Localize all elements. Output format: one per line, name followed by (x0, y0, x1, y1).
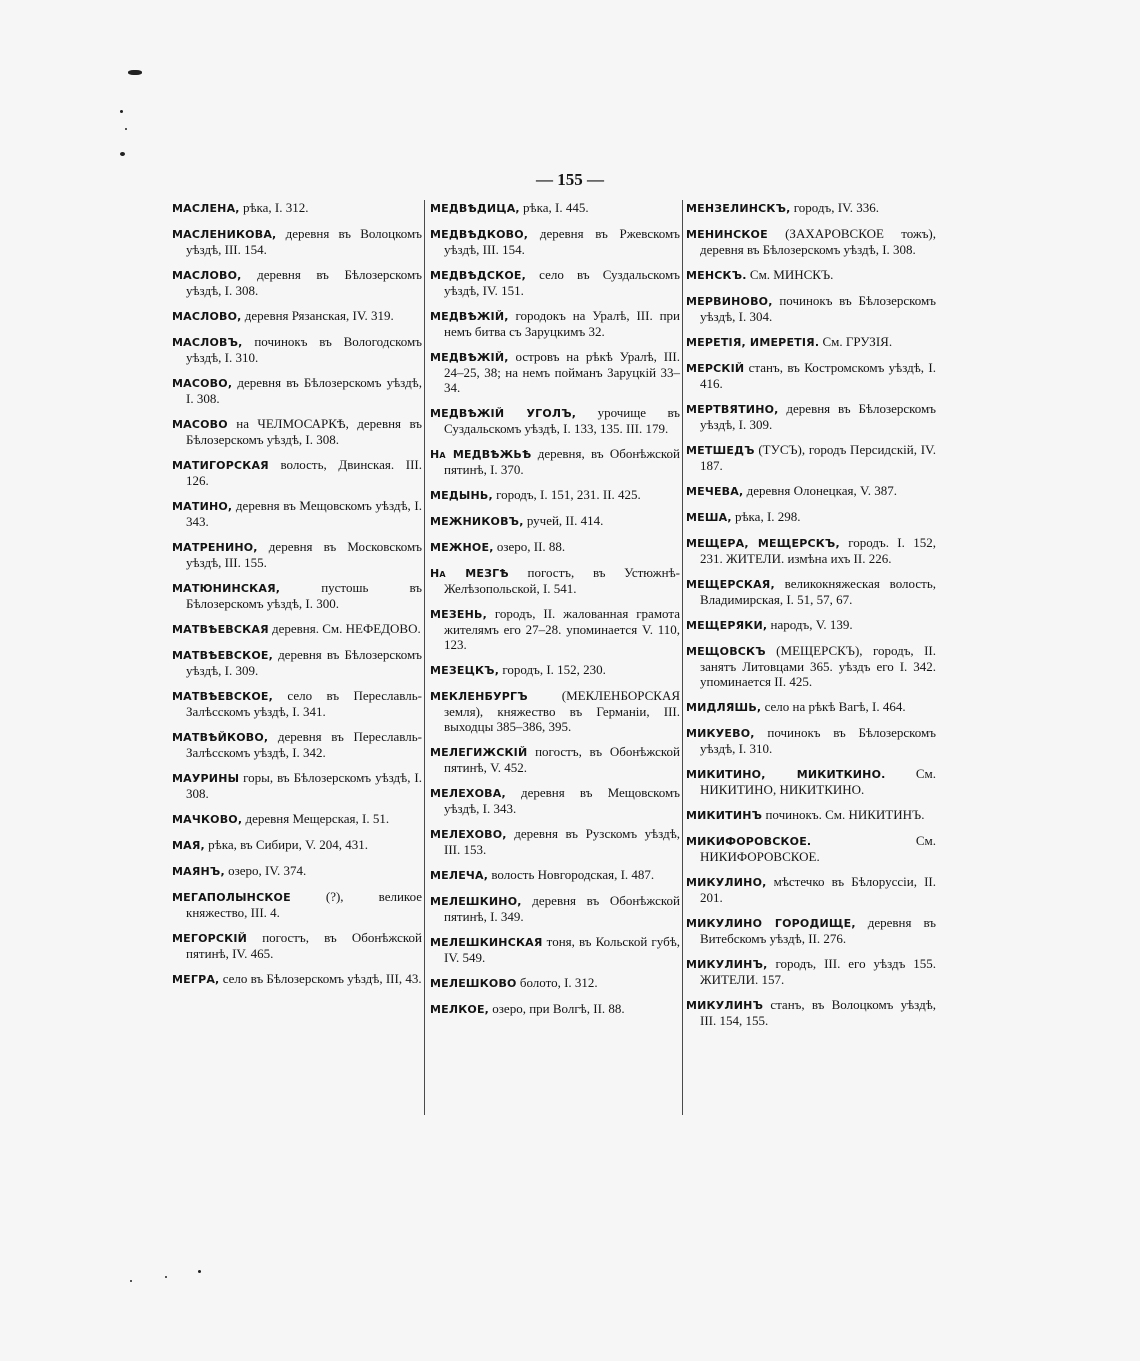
index-entry (686, 360, 936, 391)
entry-headword: МЕГАПОЛЫНСКОЕ (172, 891, 291, 904)
entry-text: деревня въ Ржевскомъ уѣздѣ, III. 154. (444, 226, 680, 257)
entry-text: городокъ на Уралѣ, III. при немъ битва съ Заруцкимъ 32. (444, 308, 680, 339)
entry-headword: МЕКЛЕНБУРГЪ (430, 690, 528, 703)
entry-text: починокъ въ Бѣлозерскомъ уѣздѣ, I. 304. (700, 293, 936, 324)
entry-headword: МЕДЫНЬ, (430, 489, 493, 502)
entry-text: См. МИНСКЪ. (746, 267, 834, 282)
entry-headword: МАЯ, (172, 839, 205, 852)
index-entry (686, 535, 936, 566)
entry-headword: МЕРСКІЙ (686, 362, 745, 375)
entry-text: село на рѣкѣ Вагѣ, I. 464. (761, 699, 906, 714)
index-entry (172, 770, 422, 801)
entry-text: деревня въ Волоцкомъ уѣздѣ, III. 154. (186, 226, 422, 257)
entry-text: (?), великое княжество, III. 4. (186, 889, 422, 920)
entry-headword: МАУРИНЫ (172, 772, 240, 785)
index-entry (686, 643, 936, 689)
index-entry (686, 617, 936, 633)
entry-headword: МАТРЕНИНО, (172, 541, 258, 554)
entry-text: станъ, въ Волоцкомъ уѣздѣ, III. 154, 155. (700, 997, 936, 1028)
entry-headword: МАТВѢЕВСКОЕ, (172, 690, 273, 703)
index-entry (686, 483, 936, 499)
index-entry (430, 513, 680, 529)
index-entry (172, 539, 422, 570)
entry-headword: МЕДВѢЖІЙ УГОЛЪ, (430, 407, 577, 420)
entry-text: городъ, I. 151, 231. II. 425. (492, 487, 641, 502)
entry-text: деревня Мещерская, I. 51. (242, 811, 390, 826)
index-entry (686, 766, 936, 797)
index-entry (430, 785, 680, 816)
entry-text: тоня, въ Кольской губѣ, IV. 549. (444, 934, 680, 965)
index-entry (172, 580, 422, 611)
entry-text: починокъ въ Вологодскомъ уѣздѣ, I. 310. (186, 334, 422, 365)
entry-text: село въ Переславль-Залѣсскомъ уѣздѣ, I. 341. (186, 688, 422, 719)
index-entry (686, 807, 936, 823)
entry-headword: МЕНЗЕЛИНСКЪ, (686, 202, 791, 215)
entry-text: село въ Бѣлозерскомъ уѣздѣ, III, 43. (219, 971, 422, 986)
index-entry (430, 446, 680, 477)
entry-text: городъ, IV. 336. (790, 200, 880, 215)
entry-text: деревня въ Витебскомъ уѣздѣ, II. 276. (700, 915, 936, 946)
entry-headword: МЕЩЕРЯКИ, (686, 619, 768, 632)
index-column-2 (430, 200, 680, 1027)
entry-headword: МИКИФОРОВСКОЕ. (686, 835, 812, 848)
entry-text: озеро, IV. 374. (224, 863, 307, 878)
index-entry (172, 267, 422, 298)
entry-text: (МЕЩЕРСКЪ), городъ, II. занятъ Литовцами 365. уѣздъ его I. 342. упоминается II. 425. (700, 643, 936, 689)
index-entry (430, 688, 680, 734)
index-entry (686, 267, 936, 283)
index-entry (430, 405, 680, 436)
entry-headword: МЕДВѢДИЦА, (430, 202, 520, 215)
entry-text: деревня въ Бѣлозерскомъ уѣздѣ, I. 308. (186, 267, 422, 298)
entry-text: рѣка, I. 445. (519, 200, 589, 215)
entry-text: городъ. I. 152, 231. ЖИТЕЛИ. измѣна ихъ II. 226. (700, 535, 936, 566)
entry-headword: МЕЧЕВА, (686, 485, 744, 498)
index-column-1 (172, 200, 422, 997)
entry-headword: МЕЛЕШКОВО (430, 977, 517, 990)
entry-headword: МЕДВѢДСКОЕ, (430, 269, 526, 282)
entry-text: городъ, II. жалованная грамота жителямъ его 27–28. упоминается V. 110, 123. (444, 606, 680, 652)
entry-headword: МЕРВИНОВО, (686, 295, 773, 308)
index-column-3 (686, 200, 936, 1038)
entry-text: деревня въ Переславль-Залѣсскомъ уѣздѣ, I. 342. (186, 729, 422, 760)
index-entry (430, 349, 680, 395)
index-entry (172, 200, 422, 216)
index-entry (686, 997, 936, 1028)
index-entry (686, 200, 936, 216)
entry-text: озеро, при Волгѣ, II. 88. (489, 1001, 625, 1016)
entry-text: погостъ, въ Обонѣжской пятинѣ, V. 452. (444, 744, 680, 775)
index-entry (172, 930, 422, 961)
entry-text: рѣка, I. 298. (731, 509, 801, 524)
entry-text: деревня. См. НЕФЕДОВО. (268, 621, 421, 636)
index-entry (430, 487, 680, 503)
index-entry (172, 334, 422, 365)
entry-text: деревня въ Обонѣжской пятинѣ, I. 349. (444, 893, 680, 924)
index-entry (172, 837, 422, 853)
index-entry (172, 863, 422, 879)
entry-text: См. ГРУЗІЯ. (819, 334, 893, 349)
entry-headword: МАТВѢЕВСКОЕ, (172, 649, 273, 662)
entry-text: ручей, II. 414. (523, 513, 604, 528)
index-entry (430, 826, 680, 857)
entry-text: городъ, III. его уѣздъ 155. ЖИТЕЛИ. 157. (700, 956, 936, 987)
entry-headword: МИКУЛИНЪ (686, 999, 764, 1012)
index-entry (430, 226, 680, 257)
index-entry (686, 576, 936, 607)
index-entry (430, 308, 680, 339)
entry-headword: МАТИГОРСКАЯ (172, 459, 269, 472)
entry-headword: МЕЛЕХОВА, (430, 787, 506, 800)
index-entry (172, 457, 422, 488)
entry-headword: МЕРЕТІЯ, ИМЕРЕТІЯ. (686, 336, 820, 349)
entry-text: деревня въ Бѣлозерскомъ уѣздѣ, I. 308. (186, 375, 422, 406)
entry-text: деревня въ Бѣлозерскомъ уѣздѣ, I. 309. (700, 401, 936, 432)
entry-headword: МАСЛОВЪ, (172, 336, 243, 349)
entry-text: (ТУСЪ), городъ Персидскій, IV. 187. (700, 442, 936, 473)
index-entry (686, 442, 936, 473)
entry-text: мѣстечко въ Бѣлоруссіи, II. 201. (700, 874, 936, 905)
entry-headword: МЕЩЕРСКАЯ, (686, 578, 775, 591)
entry-headword: МИДЛЯШЬ, (686, 701, 762, 714)
entry-headword: МЕТШЕДЪ (686, 444, 755, 457)
entry-headword: МАСОВО, (172, 377, 233, 390)
entry-text: островъ на рѣкѣ Уралѣ, III. 24–25, 38; на немъ пойманъ Заруцкій 33–34. (444, 349, 680, 395)
entry-text: рѣка, въ Сибири, V. 204, 431. (204, 837, 369, 852)
entry-headword: МЕЛЕХОВО, (430, 828, 507, 841)
page-number: — 155 — (536, 170, 604, 189)
entry-headword: МАТЮНИНСКАЯ, (172, 582, 281, 595)
index-entry (430, 539, 680, 555)
index-entry (172, 889, 422, 920)
entry-text: деревня въ Мещовскомъ уѣздѣ, I. 343. (186, 498, 422, 529)
index-entry (172, 226, 422, 257)
entry-text: болото, I. 312. (516, 975, 598, 990)
index-entry (686, 725, 936, 756)
entry-headword: МЕЛЕШКИНО, (430, 895, 522, 908)
entry-headword: МАТИНО, (172, 500, 233, 513)
entry-text: погостъ, въ Устюжнѣ-Желѣзопольской, I. 541. (444, 565, 680, 596)
entry-headword: МЕГОРСКІЙ (172, 932, 248, 945)
index-entry (172, 811, 422, 827)
entry-text: великокняжеская волость, Владимирская, I. 51, 57, 67. (700, 576, 936, 607)
index-entry (686, 293, 936, 324)
entry-text: урочище въ Суздальскомъ уѣздѣ, I. 133, 135. III. 179. (444, 405, 680, 436)
index-entry (430, 975, 680, 991)
index-entry (686, 334, 936, 350)
index-entry (172, 729, 422, 760)
entry-headword: МЕЖНИКОВЪ, (430, 515, 524, 528)
index-entry (686, 956, 936, 987)
index-entry (172, 416, 422, 447)
entry-headword: МЕЛЕШКИНСКАЯ (430, 936, 543, 949)
entry-headword: МАЧКОВО, (172, 813, 243, 826)
index-entry (172, 971, 422, 987)
entry-headword: МАСЛОВО, (172, 269, 242, 282)
entry-text: починокъ въ Бѣлозерскомъ уѣздѣ, I. 310. (700, 725, 936, 756)
index-entry (430, 867, 680, 883)
index-entry (686, 401, 936, 432)
entry-headword: МАТВѢЕВСКАЯ (172, 623, 269, 636)
entry-headword: МЕНИНСКОЕ (686, 228, 768, 241)
index-entry (172, 498, 422, 529)
entry-headword: МИКУЛИНО, (686, 876, 767, 889)
entry-headword: МЕДВѢЖІЙ, (430, 351, 509, 364)
entry-headword: МЕЗЕНЬ, (430, 608, 487, 621)
entry-headword: МЕЩЕРА, МЕЩЕРСКЪ, (686, 537, 840, 550)
entry-headword: МЕГРА, (172, 973, 220, 986)
entry-text: станъ, въ Костромскомъ уѣздѣ, I. 416. (700, 360, 936, 391)
entry-headword: МАТВѢЙКОВО, (172, 731, 269, 744)
index-entry (686, 915, 936, 946)
entry-text: рѣка, I. 312. (239, 200, 309, 215)
entry-headword: МЕЩОВСКЪ (686, 645, 766, 658)
entry-headword: МАСЛЕНИКОВА, (172, 228, 277, 241)
entry-headword: МИКИТИНЪ (686, 809, 763, 822)
entry-headword: На МЕЗГѢ (430, 567, 509, 580)
entry-headword: МЕЛКОЕ, (430, 1003, 490, 1016)
entry-text: (МЕКЛЕНБОРСКАЯ земля), княжество въ Германіи, III. выходцы 385–386, 395. (444, 688, 680, 734)
entry-headword: МИКУЛИНО ГОРОДИЩЕ, (686, 917, 856, 930)
entry-text: См. НИКИФОРОВСКОЕ. (700, 833, 936, 864)
index-entry (430, 893, 680, 924)
entry-headword: На МЕДВѢЖЬѢ (430, 448, 532, 461)
entry-text: погостъ, въ Обонѣжской пятинѣ, IV. 465. (186, 930, 422, 961)
entry-headword: МЕДВѢЖІЙ, (430, 310, 509, 323)
index-entry (430, 565, 680, 596)
entry-text: деревня въ Мещовскомъ уѣздѣ, I. 343. (444, 785, 680, 816)
index-entry (172, 688, 422, 719)
entry-text: горы, въ Бѣлозерскомъ уѣздѣ, I. 308. (186, 770, 422, 801)
entry-text: на ЧЕЛМОСАРКѢ, деревня въ Бѣлозерскомъ уѣздѣ, I. 308. (186, 416, 422, 447)
index-entry (430, 934, 680, 965)
index-entry (430, 662, 680, 678)
entry-headword: МЕДВѢДКОВО, (430, 228, 529, 241)
entry-headword: МАСОВО (172, 418, 228, 431)
entry-headword: МЕЖНОЕ, (430, 541, 494, 554)
index-entry (430, 1001, 680, 1017)
index-entry (430, 606, 680, 652)
entry-headword: МЕЛЕЧА, (430, 869, 489, 882)
index-entry (172, 375, 422, 406)
index-entry (686, 699, 936, 715)
index-entry (172, 647, 422, 678)
entry-headword: МИКИТИНО, МИКИТКИНО. (686, 768, 886, 781)
index-entry (172, 621, 422, 637)
entry-text: деревня въ Бѣлозерскомъ уѣздѣ, I. 309. (186, 647, 422, 678)
entry-headword: МИКУЕВО, (686, 727, 755, 740)
entry-text: См. НИКИТИНО, НИКИТКИНО. (700, 766, 936, 797)
entry-headword: МИКУЛИНЪ, (686, 958, 768, 971)
entry-headword: МЕНСКЪ. (686, 269, 747, 282)
index-entry (686, 874, 936, 905)
entry-text: село въ Суздальскомъ уѣздѣ, IV. 151. (444, 267, 680, 298)
entry-text: деревня въ Московскомъ уѣздѣ, III. 155. (186, 539, 422, 570)
entry-headword: МЕЗЕЦКЪ, (430, 664, 500, 677)
entry-text: деревня Рязанская, IV. 319. (241, 308, 394, 323)
entry-headword: МЕЛЕГИЖСКІЙ (430, 746, 528, 759)
entry-text: городъ, I. 152, 230. (499, 662, 606, 677)
entry-headword: МЕРТВЯТИНО, (686, 403, 779, 416)
entry-text: народъ, V. 139. (767, 617, 853, 632)
entry-headword: МЕША, (686, 511, 732, 524)
column-rule (682, 200, 683, 1115)
entry-text: (ЗАХАРОВСКОЕ тожъ), деревня въ Бѣлозерскомъ уѣздѣ, I. 308. (700, 226, 936, 257)
index-entry (430, 267, 680, 298)
index-entry (686, 509, 936, 525)
index-entry (430, 200, 680, 216)
entry-text: пустошь въ Бѣлозерскомъ уѣздѣ, I. 300. (186, 580, 422, 611)
entry-text: волость, Двинская. III. 126. (186, 457, 422, 488)
entry-text: починокъ. См. НИКИТИНЪ. (762, 807, 925, 822)
column-rule (424, 200, 425, 1115)
index-entry (686, 226, 936, 257)
entry-headword: МАСЛЕНА, (172, 202, 240, 215)
entry-headword: МАСЛОВО, (172, 310, 242, 323)
entry-text: деревня Олонецкая, V. 387. (743, 483, 897, 498)
entry-text: волость Новгородская, I. 487. (488, 867, 655, 882)
index-entry (686, 833, 936, 864)
entry-text: деревня въ Рузскомъ уѣздѣ, III. 153. (444, 826, 680, 857)
entry-headword: МАЯНЪ, (172, 865, 225, 878)
index-entry (172, 308, 422, 324)
index-entry (430, 744, 680, 775)
entry-text: озеро, II. 88. (493, 539, 566, 554)
entry-text: деревня, въ Обонѣжской пятинѣ, I. 370. (444, 446, 680, 477)
